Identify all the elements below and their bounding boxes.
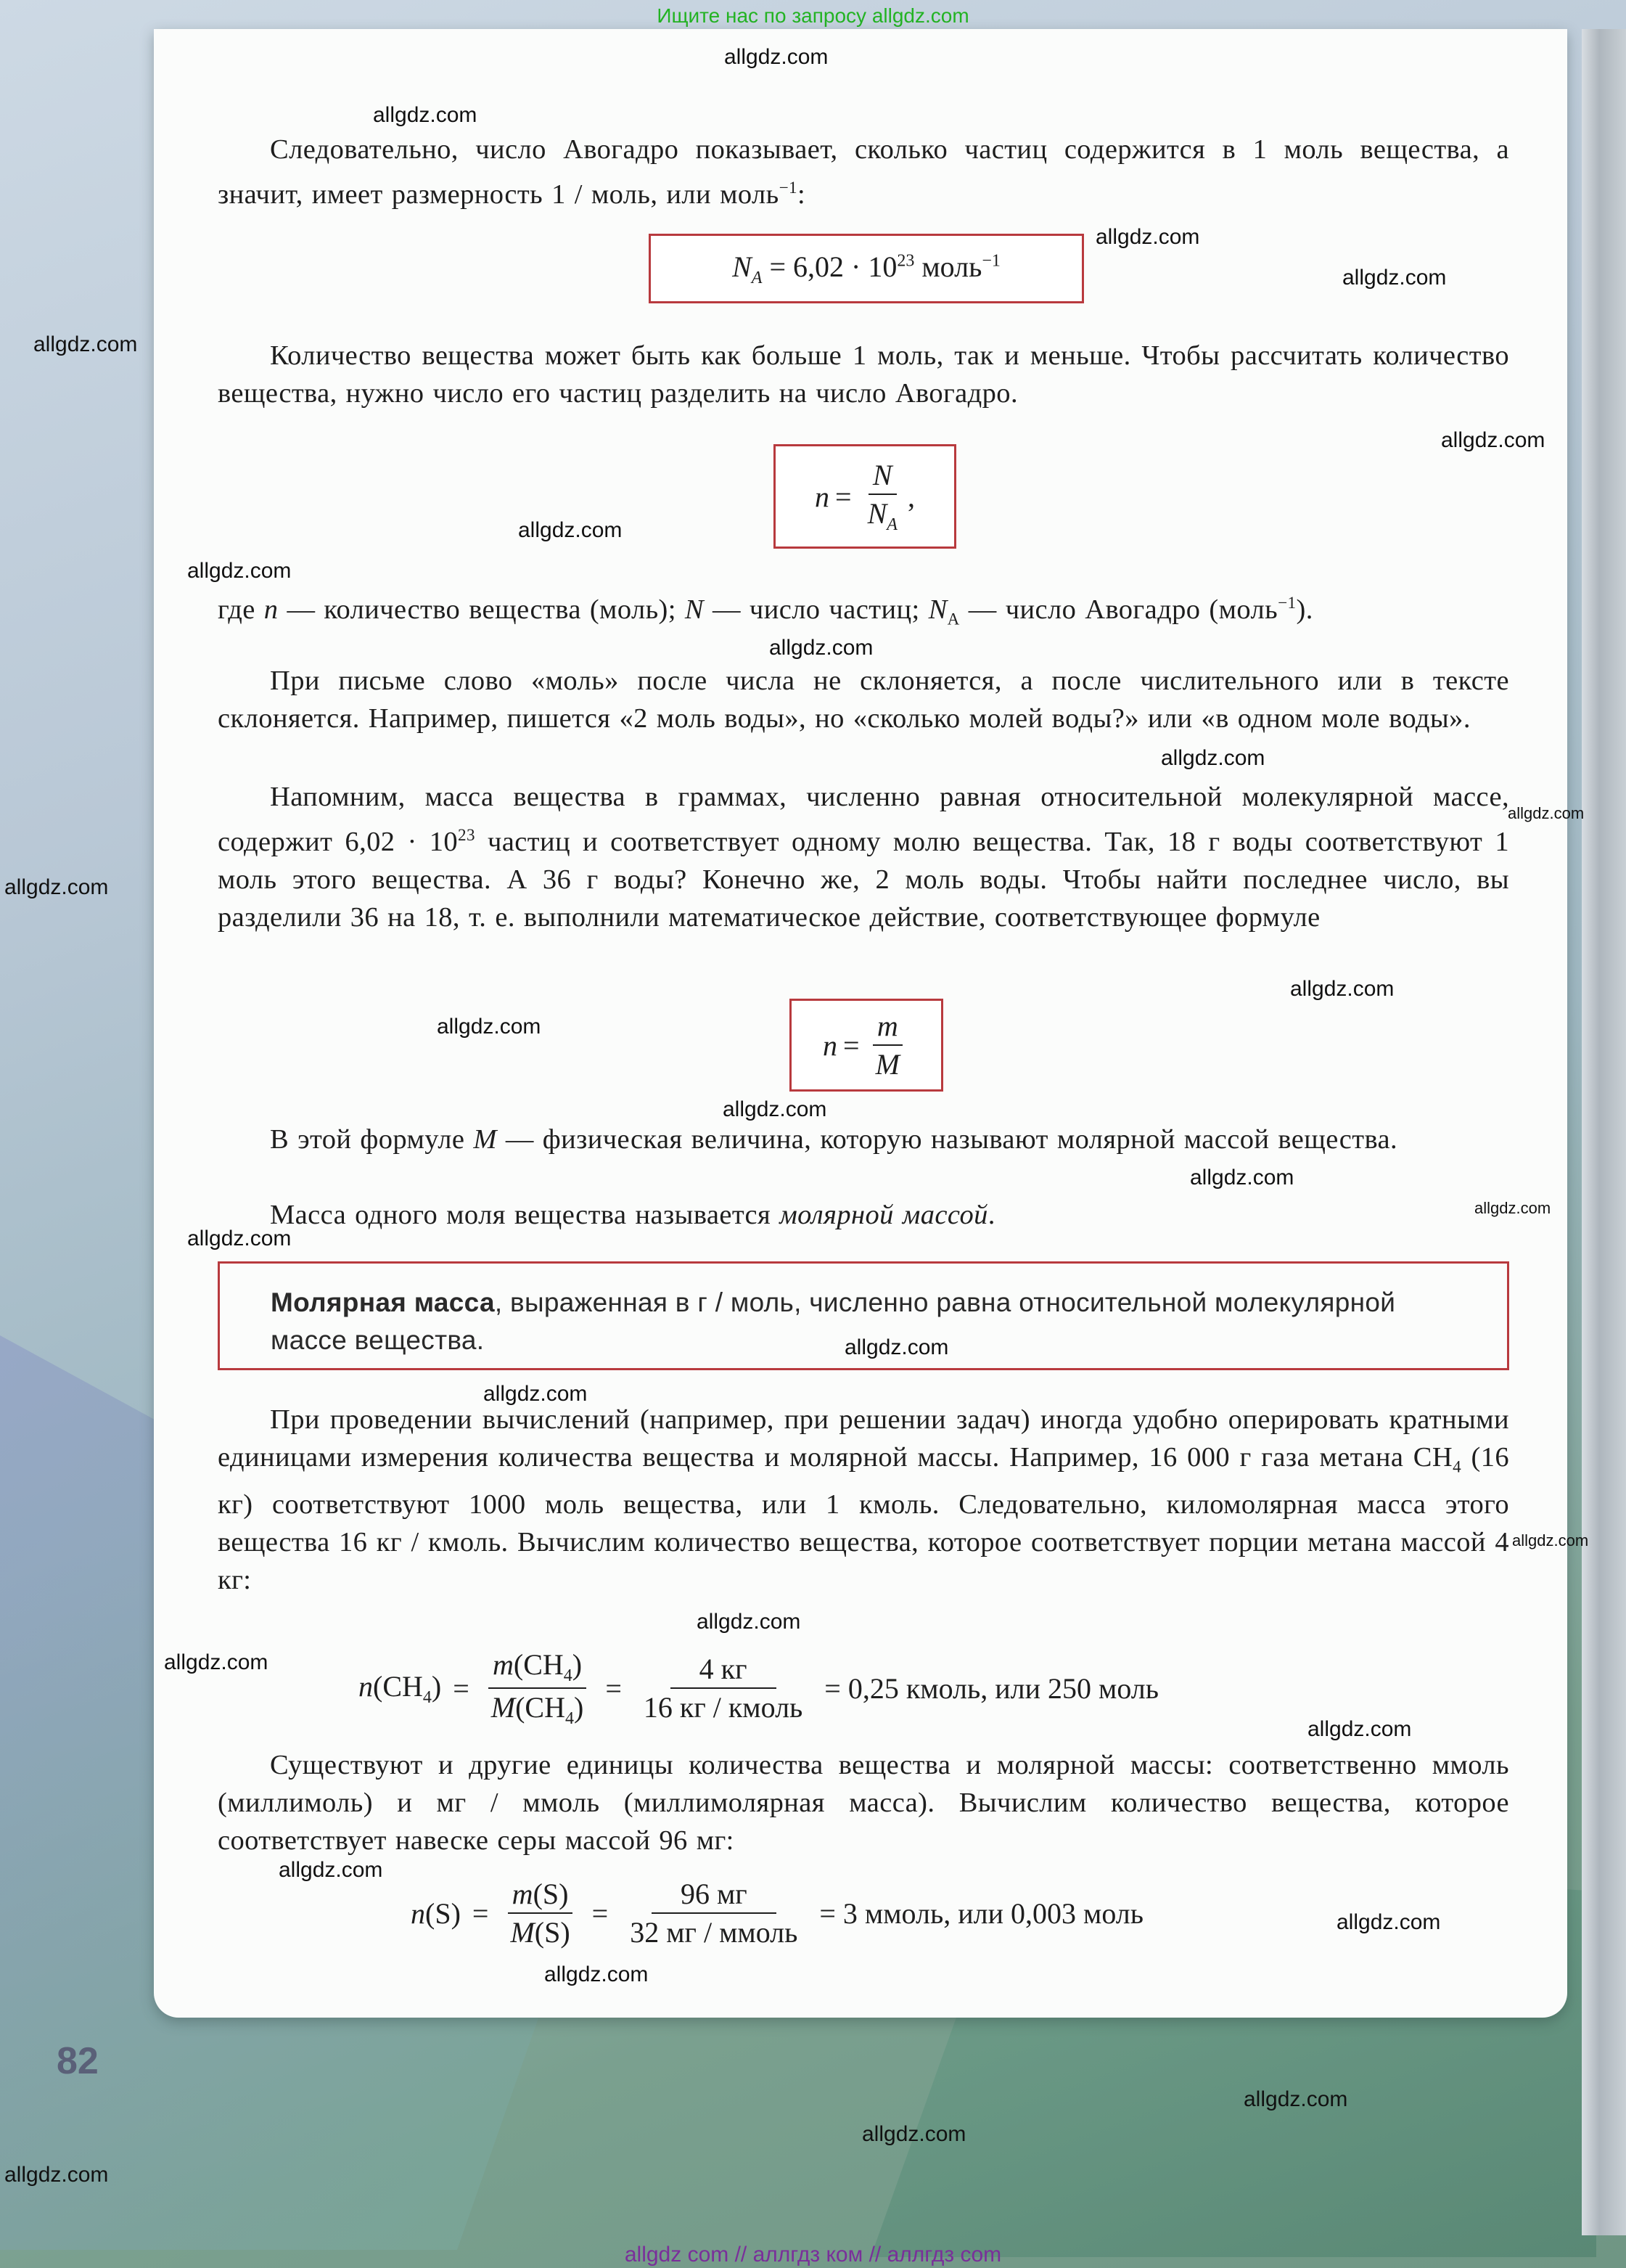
watermark: allgdz.com xyxy=(4,2163,109,2187)
paragraph xyxy=(218,1196,1509,1234)
watermark: allgdz.com xyxy=(1096,225,1200,249)
paragraph-text: — число Авогадро (моль xyxy=(959,594,1278,625)
paragraph-text: ). xyxy=(1296,594,1313,625)
formula-symbol: N xyxy=(684,594,704,625)
watermark: allgdz.com xyxy=(1474,1199,1551,1217)
watermark: allgdz.com xyxy=(769,636,874,660)
fraction xyxy=(639,1652,807,1724)
formula-symbol: N xyxy=(732,250,752,283)
watermark: allgdz.com xyxy=(187,1227,292,1250)
watermark: allgdz.com xyxy=(862,2122,966,2146)
fraction: $\frac{m(CH_4)}{M(CH_4)}$ xyxy=(487,1647,588,1729)
formula-subscript: 4 xyxy=(563,1666,572,1685)
formula-text: 96 мг xyxy=(652,1877,776,1914)
watermark: allgdz.com xyxy=(279,1858,383,1882)
page-number: 82 xyxy=(57,2040,99,2082)
formula-text: = xyxy=(605,1671,622,1705)
formula-subscript: A xyxy=(947,609,960,629)
watermark: allgdz.com xyxy=(1336,1910,1441,1934)
watermark: allgdz.com xyxy=(187,559,292,583)
formula-result: = 3 ммоль, или 0,003 моль xyxy=(819,1896,1143,1930)
formula-symbol: N xyxy=(872,459,892,491)
watermark: allgdz.com xyxy=(437,1015,541,1039)
paragraph xyxy=(218,584,1509,638)
superscript: −1 xyxy=(1278,593,1297,612)
formula-text: ) xyxy=(574,1691,584,1724)
formula-symbol: M xyxy=(473,1124,497,1155)
formula-text: 4 кг xyxy=(670,1652,776,1689)
paragraph xyxy=(218,778,1509,936)
formula-text: моль xyxy=(914,250,982,283)
fraction xyxy=(863,458,902,535)
paragraph xyxy=(218,337,1509,412)
paragraph-text: Следовательно, число Авогадро показывает, сколько частиц содержится в 1 моль вещества, а значит, имеет размерность 1 / моль, или моль xyxy=(218,134,1509,210)
formula-subscript: 4 xyxy=(565,1709,574,1728)
sulfur-equation: n(S) = $\frac{m(S)}{M(S)}$ = $\frac{96 мг}{\text{32 мг / ммоль}}$ = 3 ммоль, или 0,003 моль xyxy=(411,1878,1143,1949)
paragraph xyxy=(218,131,1509,213)
watermark: allgdz.com xyxy=(1342,266,1447,290)
formula-text: = xyxy=(835,480,852,513)
formula-subscript: 4 xyxy=(422,1687,432,1707)
watermark: allgdz.com xyxy=(1512,1531,1589,1549)
paragraph-text: В этой формуле xyxy=(270,1124,474,1155)
book-spine xyxy=(1582,29,1626,2235)
superscript: −1 xyxy=(779,178,797,197)
formula-text: = xyxy=(591,1896,609,1930)
watermark: allgdz.com xyxy=(518,518,623,542)
paragraph-text: где xyxy=(218,594,264,625)
formula-symbol: n xyxy=(815,480,830,513)
paragraph-text: — число частиц; xyxy=(703,594,929,625)
paragraph-text: частиц и соответствует одному молю вещества. Так, 18 г воды соответствуют 1 моль этого вещества. А 36 г воды? Конечно же, 2 моль воды. Чтобы найти последнее число, вы разделили 36 на 18, т. е. выполнили математическое действие, соответствующее формуле xyxy=(218,826,1509,933)
formula-symbol: n xyxy=(823,1028,838,1062)
watermark: allgdz.com xyxy=(845,1335,949,1359)
formula-text: ) xyxy=(572,1648,583,1681)
watermark: allgdz.com xyxy=(723,1097,827,1121)
watermark: allgdz.com xyxy=(544,1962,649,1986)
paragraph-text: Масса одного моля вещества называется xyxy=(270,1200,780,1230)
formula-result: = 0,25 кмоль, или 250 моль xyxy=(824,1671,1159,1705)
formula-superscript: 23 xyxy=(897,251,915,271)
formula-symbol: N xyxy=(928,594,948,625)
fraction xyxy=(625,1877,802,1949)
paragraph-text: : xyxy=(797,179,806,210)
paragraph xyxy=(218,1401,1509,1599)
formula-text: 16 кг / кмоль xyxy=(643,1691,803,1724)
paragraph-text: При проведении вычислений (например, при решении задач) иногда удобно оперировать кратными единицами измерения количества вещества и молярной массы. Например, 16 000 г газа метана CH xyxy=(218,1404,1509,1473)
bottom-banner[interactable]: allgdz com // аллгдз ком // аллгдз com xyxy=(624,2243,1002,2267)
paragraph-text: При письме слово «моль» после числа не склоняется, а после числительного или в тексте склоняется. Например, пишется «2 моль воды», но «сколько молей воды?» или «в одном моле воды». xyxy=(218,666,1509,734)
watermark: allgdz.com xyxy=(1190,1166,1294,1190)
paragraph xyxy=(218,1121,1509,1158)
methane-equation: $n(CH_4)$ = $\frac{m(CH_4)}{M(CH_4)}$ = $\frac{4 кг}{\text{16 кг / кмоль}}$ = 0,25 кмоль, или 250 моль xyxy=(358,1648,1159,1728)
paragraph-text: Количество вещества может быть как больше 1 моль, так и меньше. Чтобы рассчитать количество вещества, нужно число его частиц разделить на число Авогадро. xyxy=(218,340,1509,409)
watermark: allgdz.com xyxy=(164,1650,268,1674)
watermark: allgdz.com xyxy=(1307,1717,1412,1741)
paragraph-text: (16 кг) соответствуют 1000 моль вещества, или 1 кмоль. Следовательно, киломолярная масса этого вещества 16 кг / кмоль. Вычислим количество вещества, которое соответствует порции метана массой 4 кг: xyxy=(218,1442,1509,1595)
definition-term: Молярная масса xyxy=(271,1287,495,1317)
paragraph xyxy=(218,662,1509,737)
avogadro-formula-box xyxy=(649,234,1084,303)
formula-text: = xyxy=(472,1896,489,1930)
watermark: allgdz.com xyxy=(4,875,109,899)
formula-text: = xyxy=(843,1028,860,1062)
formula-text: 32 мг / ммоль xyxy=(630,1916,798,1949)
watermark: allgdz.com xyxy=(33,332,138,356)
watermark: allgdz.com xyxy=(1290,977,1395,1001)
formula-symbol: M xyxy=(875,1048,900,1081)
formula-superscript: −1 xyxy=(982,251,1001,271)
watermark: allgdz.com xyxy=(1508,804,1585,822)
amount-formula-box xyxy=(773,444,956,549)
formula-subscript: A xyxy=(751,268,763,287)
paragraph-text: Напомним, масса вещества в граммах, численно равная относительной молекулярной массе, содержит 6,02 · 10 xyxy=(218,782,1509,857)
watermark: allgdz.com xyxy=(1161,746,1265,770)
paragraph-text: — физическая величина, которую называют молярной массой вещества. xyxy=(496,1124,1398,1155)
watermark: allgdz.com xyxy=(373,103,477,127)
watermark: allgdz.com xyxy=(724,45,829,69)
top-banner[interactable]: Ищите нас по запросу allgdz.com xyxy=(657,4,969,27)
subscript: 4 xyxy=(1453,1457,1462,1476)
definition-text: , выраженная в г / моль, численно равна относительной молекулярной массе вещества. xyxy=(271,1287,1396,1355)
formula-subscript: A xyxy=(887,515,898,534)
watermark: allgdz.com xyxy=(697,1610,801,1634)
molar-formula-box xyxy=(789,999,943,1092)
watermark: allgdz.com xyxy=(483,1382,588,1406)
paragraph-text: — количество вещества (моль); xyxy=(278,594,685,625)
watermark: allgdz.com xyxy=(1244,2087,1348,2111)
paragraph-text: Существуют и другие единицы количества вещества и молярной массы: соответственно ммоль (миллимоль) и мг / ммоль (миллимолярная масса). Вычислим количество вещества, которое соответствует навеске серы массой 96 мг: xyxy=(218,1750,1509,1856)
fraction xyxy=(871,1009,904,1081)
watermark: allgdz.com xyxy=(1441,428,1545,452)
fraction: $\frac{m(S)}{M(S)}$ xyxy=(506,1877,574,1949)
superscript: 23 xyxy=(458,825,475,844)
formula-text: , xyxy=(907,480,915,513)
formula-text: = 6,02 · 10 xyxy=(762,250,898,283)
formula-symbol: n xyxy=(263,594,279,625)
emphasis-term: молярной массой xyxy=(779,1200,988,1230)
formula-symbol: N xyxy=(867,497,887,530)
formula-text: ) xyxy=(431,1669,442,1703)
paragraph xyxy=(218,1746,1509,1859)
formula-symbol: m xyxy=(876,1010,898,1042)
formula-text: = xyxy=(453,1671,469,1705)
paragraph-text: . xyxy=(987,1200,995,1230)
